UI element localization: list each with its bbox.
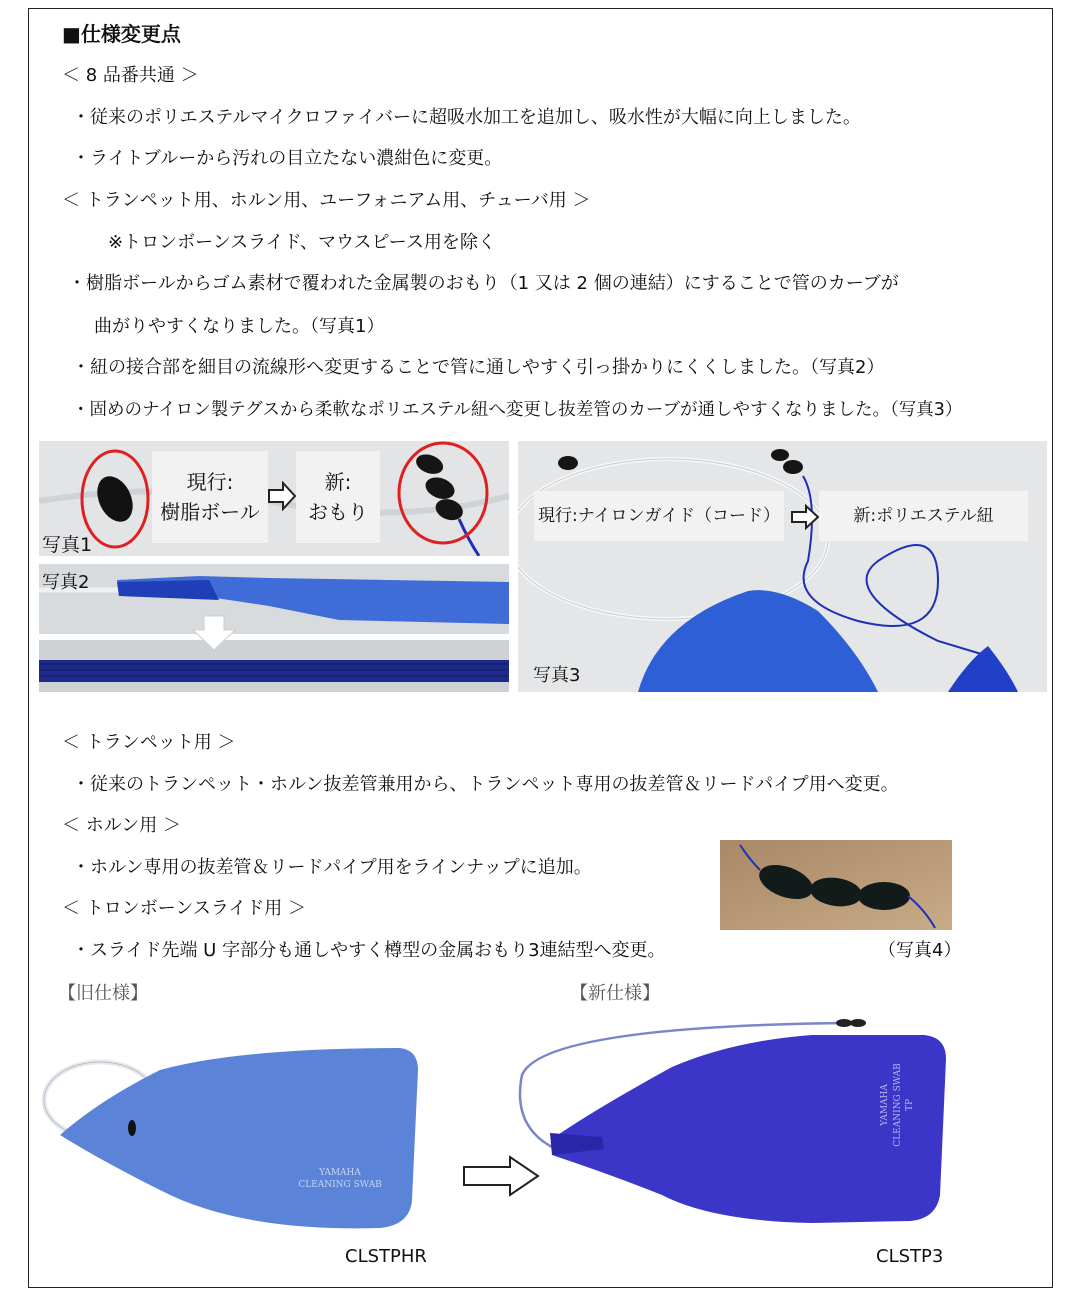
photo1-caption: 写真1 [42,534,93,556]
arrow-right-icon [267,481,297,511]
svg-text:CLEANING SWAB: CLEANING SWAB [298,1180,382,1190]
photo3-label-new: 新:ポリエステル紐 [819,491,1028,541]
photo3-caption: 写真3 [533,665,581,686]
old-swab-image [40,1040,420,1235]
photo-1 [39,441,509,556]
svg-text:YAMAHA: YAMAHA [880,1084,890,1126]
svg-text:TP: TP [905,1098,915,1112]
new-model-code: CLSTP3 [876,1246,944,1267]
common-item-1: ・従来のポリエステルマイクロファイバーに超吸水加工を追加し、吸水性が大幅に向上しました。 [72,107,861,128]
photo2-caption: 写真2 [42,572,90,593]
photo1-label-new: 新: おもり [296,451,380,543]
heading-brass: ＜ トランペット用、ホルン用、ユーフォニアム用、チューバ用 ＞ [62,190,591,211]
photo4-caption: （写真4） [878,940,962,961]
heading-common: ＜ 8 品番共通 ＞ [62,65,199,86]
photo3-label-old: 現行:ナイロンガイド（コード） [534,491,784,541]
arrow-right-icon [790,504,820,530]
old-spec-label: 【旧仕様】 [58,983,148,1004]
brass-item-3: ・固めのナイロン製テグスから柔軟なポリエステル紐へ変更し抜差管のカーブが通しやすくなりました。（写真3） [72,400,963,420]
brass-item-2: ・紐の接合部を細目の流線形へ変更することで管に通しやすく引っ掛かりにくくしました。（写真2） [72,357,885,378]
horn-item: ・ホルン専用の抜差管＆リードパイプ用をラインナップに追加。 [72,857,592,878]
new-spec-label: 【新仕様】 [570,983,660,1004]
section-title: ■仕様変更点 [62,22,181,46]
brass-item-1: ・樹脂ボールからゴム素材で覆われた金属製のおもり（1 又は 2 個の連結）にすることで管のカーブが [68,273,899,294]
photo1-label-old: 現行: 樹脂ボール [152,451,268,543]
svg-text:YAMAHA: YAMAHA [319,1168,361,1178]
brass-note: ※トロンボーンスライド、マウスピース用を除く [108,232,496,253]
new-swab-image [512,1015,952,1230]
photo-3 [518,441,1047,692]
photo-2 [39,564,509,692]
heading-trumpet: ＜ トランペット用 ＞ [62,732,236,753]
old-model-code: CLSTPHR [345,1246,427,1267]
heading-trombone: ＜ トロンボーンスライド用 ＞ [62,898,307,919]
brass-item-1-cont: 曲がりやすくなりました。（写真1） [94,316,385,337]
svg-text:CLEANING SWAB: CLEANING SWAB [893,1063,903,1147]
trumpet-item: ・従来のトランペット・ホルン抜差管兼用から、トランペット専用の抜差管＆リードパイプ用へ変更。 [72,774,899,795]
photo-4 [720,840,952,930]
heading-horn: ＜ ホルン用 ＞ [62,815,181,836]
common-item-2: ・ライトブルーから汚れの目立たない濃紺色に変更。 [72,148,503,169]
trombone-item: ・スライド先端 U 字部分も通しやすく樽型の金属おもり3連結型へ変更。 [72,940,666,961]
